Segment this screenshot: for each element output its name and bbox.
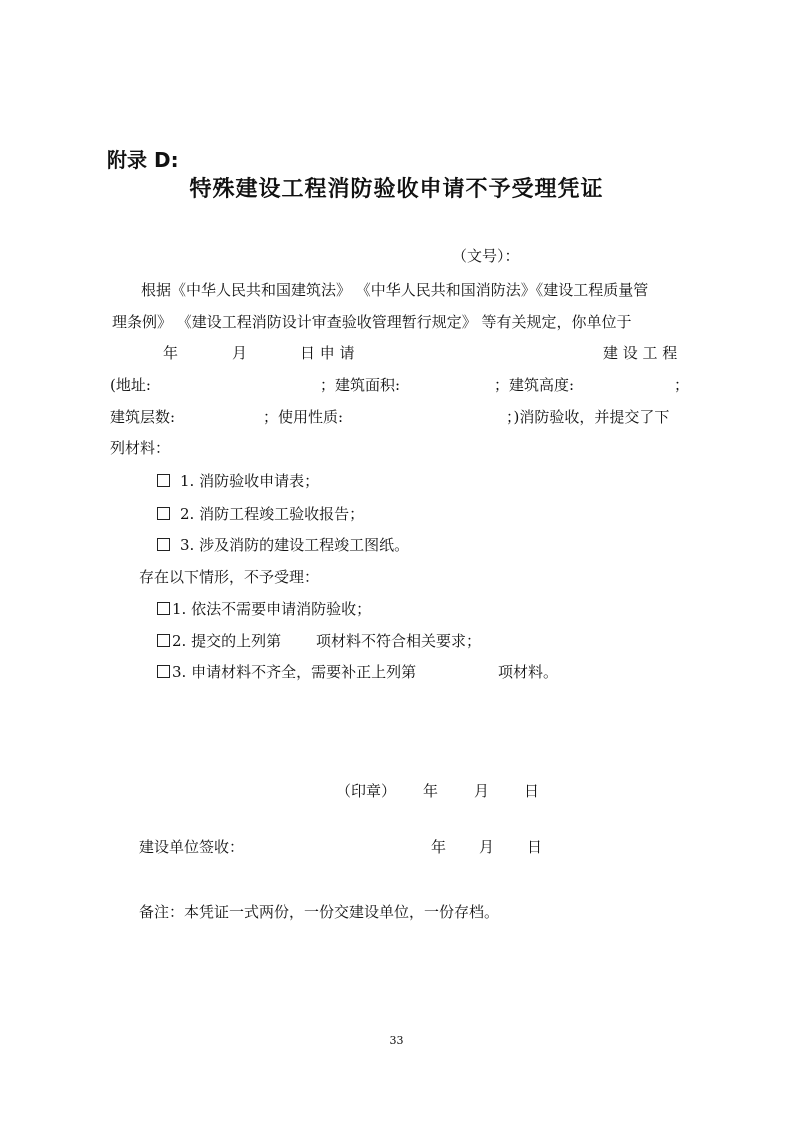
sign-month: 月 xyxy=(479,838,495,856)
seal-year: 年 xyxy=(423,782,439,800)
apply-month: 月 xyxy=(232,344,248,362)
body-line-6: 列材料： xyxy=(110,439,171,457)
checkbox[interactable] xyxy=(157,538,170,551)
seal-label: （印章） xyxy=(336,782,397,800)
area-label: ；建筑面积: xyxy=(320,376,401,394)
material-item: 2. 消防工程竣工验收报告； xyxy=(157,507,364,522)
project-label: 建 设 工 程 xyxy=(603,344,678,362)
floors-label: 建筑层数: xyxy=(110,408,176,426)
document-number: （文号）： xyxy=(452,247,520,265)
checkbox[interactable] xyxy=(157,634,170,647)
checkbox[interactable] xyxy=(157,474,170,487)
condition-2-tail: 项材料不符合相关要求； xyxy=(316,632,482,650)
condition-item: 1. 依法不需要申请消防验收； xyxy=(157,602,371,617)
condition-3-tail: 项材料。 xyxy=(498,663,559,681)
material-item: 1. 消防验收申请表； xyxy=(157,474,319,489)
condition-item: 2. 提交的上列第 xyxy=(157,634,281,649)
apply-day: 日 申 请 xyxy=(300,344,355,362)
remark: 备注：本凭证一式两份，一份交建设单位，一份存档。 xyxy=(139,903,500,921)
sign-year: 年 xyxy=(431,838,447,856)
usage-label: ；使用性质: xyxy=(263,408,344,426)
body-line-1: 根据《中华人民共和国建筑法》 《中华人民共和国消防法》《建设工程质量管 xyxy=(141,281,649,299)
page-number: 33 xyxy=(389,1034,404,1047)
line4-end: ； xyxy=(674,376,690,394)
height-label: ；建筑高度: xyxy=(494,376,575,394)
material-item: 3. 涉及消防的建设工程竣工图纸。 xyxy=(157,538,409,553)
checkbox[interactable] xyxy=(157,665,170,678)
checkbox[interactable] xyxy=(157,507,170,520)
apply-year: 年 xyxy=(163,344,179,362)
checkbox[interactable] xyxy=(157,602,170,615)
sign-label: 建设单位签收： xyxy=(139,838,245,856)
seal-month: 月 xyxy=(474,782,490,800)
sign-day: 日 xyxy=(527,838,543,856)
condition-item: 3. 申请材料不齐全，需要补正上列第 xyxy=(157,665,416,680)
address-label: (地址: xyxy=(110,376,151,394)
line5-end: ；)消防验收，并提交了下 xyxy=(506,408,670,426)
appendix-label: 附录 D: xyxy=(107,148,179,172)
document-title: 特殊建设工程消防验收申请不予受理凭证 xyxy=(189,177,604,202)
conditions-heading: 存在以下情形，不予受理： xyxy=(139,568,320,586)
seal-day: 日 xyxy=(524,782,540,800)
body-line-2: 理条例》 《建设工程消防设计审查验收管理暂行规定》 等有关规定，你单位于 xyxy=(112,313,632,331)
